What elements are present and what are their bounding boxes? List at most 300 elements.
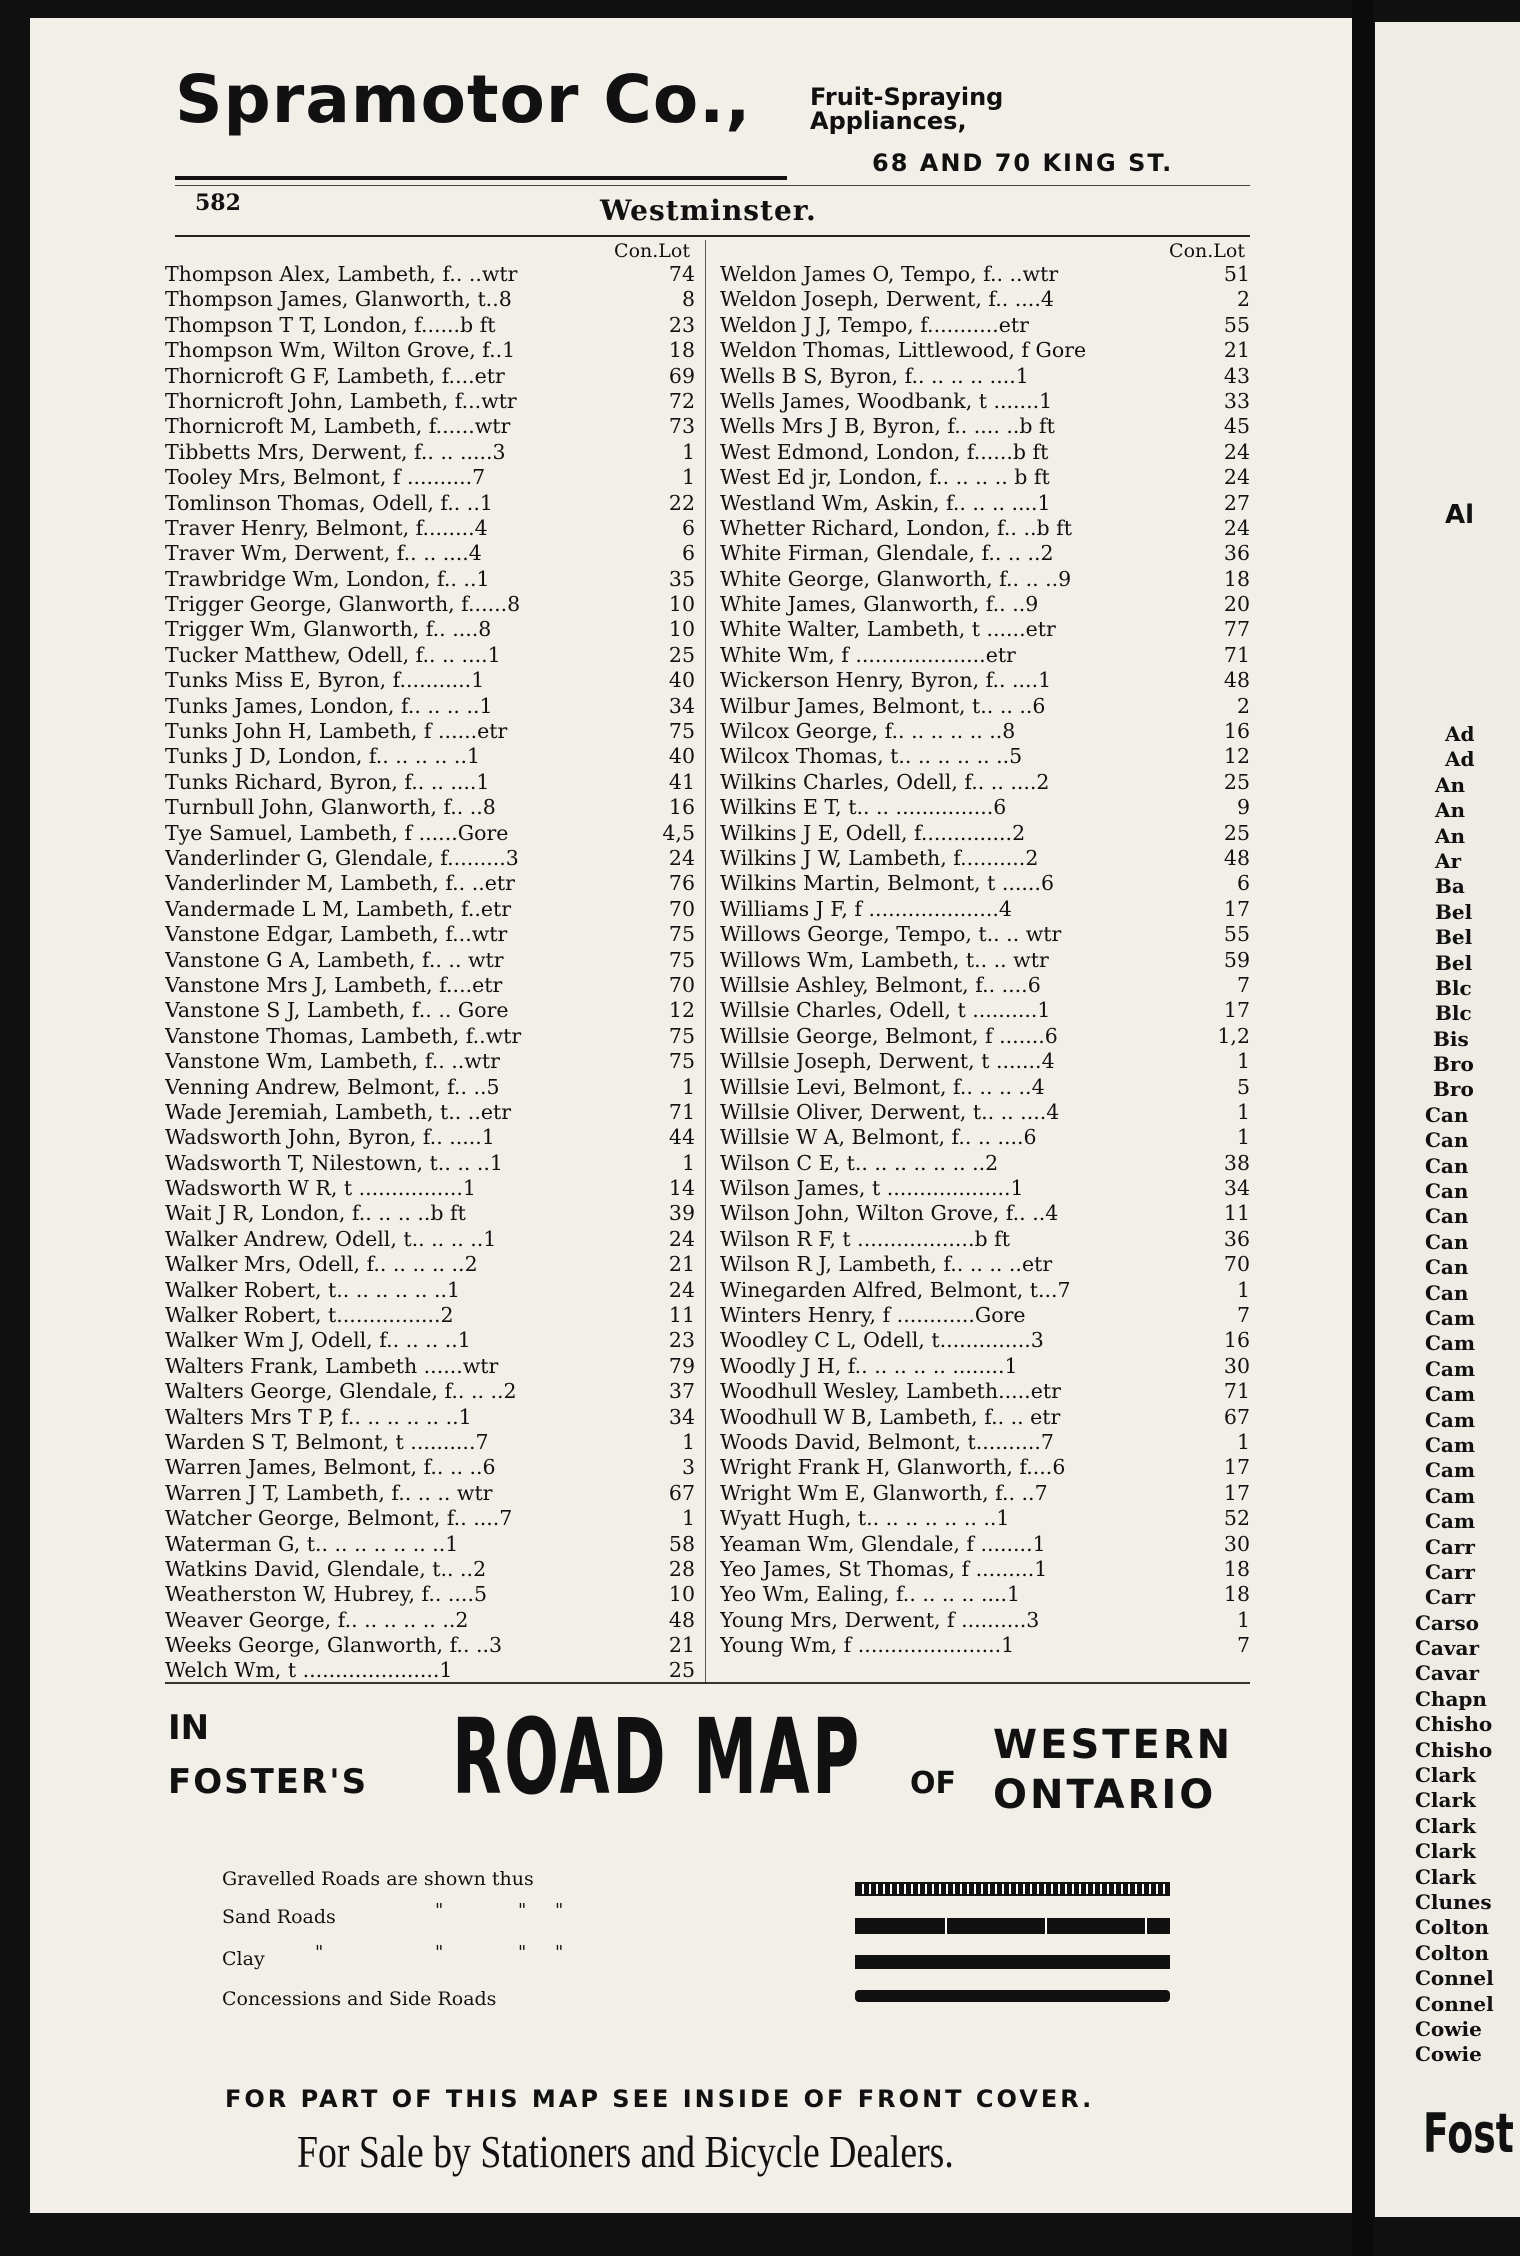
advert-road-map: ROAD MAP <box>452 1696 862 1818</box>
adjacent-name-fragment: Cam <box>1425 1305 1476 1330</box>
tagline-line2: Appliances, <box>810 107 967 135</box>
entry-lot: 21 <box>668 1252 695 1277</box>
ditto-mark: " <box>518 1900 527 1921</box>
directory-entry <box>165 389 695 414</box>
directory-entry <box>165 338 695 363</box>
entry-name: Wilcox Thomas, t.. .. .. .. .. ..5 <box>720 744 1023 769</box>
entry-name: Vandermade L M, Lambeth, f..etr <box>165 896 512 921</box>
entry-lot: 4,5 <box>662 820 695 845</box>
directory-entry <box>720 1125 1250 1150</box>
entry-lot: 1 <box>681 1429 695 1454</box>
entry-lot: 7 <box>1236 1633 1250 1658</box>
entry-lot: 51 <box>1223 262 1250 286</box>
entry-lot: 1 <box>1236 1125 1250 1150</box>
directory-entry <box>165 1176 695 1201</box>
directory-entry <box>165 1532 695 1557</box>
entry-lot: 24 <box>1223 439 1250 464</box>
directory-entry <box>720 440 1250 465</box>
adjacent-name-fragment: Carso <box>1415 1610 1480 1635</box>
directory-entry <box>165 1303 695 1328</box>
directory-entry <box>720 541 1250 566</box>
entry-name: Whetter Richard, London, f.. ..b ft <box>720 515 1072 540</box>
entry-lot: 28 <box>668 1556 695 1581</box>
adjacent-name-fragment: Ad <box>1445 747 1475 772</box>
directory-entry <box>165 846 695 871</box>
entry-name: Wilson R F, t ..................b ft <box>720 1226 1010 1251</box>
directory-entry <box>165 1328 695 1353</box>
entry-name: Thompson Alex, Lambeth, f.. ..wtr <box>165 262 518 286</box>
entry-lot: 22 <box>668 490 695 515</box>
entry-lot: 27 <box>1223 490 1250 515</box>
entry-name: Thornicroft M, Lambeth, f......wtr <box>165 414 511 439</box>
ditto-mark: " <box>435 1900 444 1921</box>
entry-lot: 1 <box>1236 1429 1250 1454</box>
directory-entry <box>720 364 1250 389</box>
entry-lot: 16 <box>1223 1328 1250 1353</box>
directory-entry <box>720 1176 1250 1201</box>
adjacent-name-fragment: Clunes <box>1415 1889 1492 1914</box>
entry-name: Wells James, Woodbank, t .......1 <box>720 388 1053 413</box>
entry-name: Willsie W A, Belmont, f.. .. ....6 <box>720 1125 1037 1150</box>
brand-tagline <box>810 85 1003 133</box>
directory-entry <box>720 389 1250 414</box>
entry-name: Wade Jeremiah, Lambeth, t.. ..etr <box>165 1099 512 1124</box>
entry-name: Wilbur James, Belmont, t.. .. ..6 <box>720 693 1046 718</box>
entry-lot: 7 <box>1236 972 1250 997</box>
entry-name: Vanderlinder G, Glendale, f.........3 <box>165 845 519 870</box>
entry-lot: 75 <box>668 1023 695 1048</box>
directory-entry <box>165 1633 695 1658</box>
entry-lot: 67 <box>1223 1404 1250 1429</box>
adjacent-name-fragment: Clark <box>1415 1839 1476 1864</box>
entry-lot: 12 <box>668 998 695 1023</box>
entry-name: Trigger George, Glanworth, f......8 <box>165 592 521 617</box>
entry-lot: 39 <box>668 1201 695 1226</box>
entry-name: Walker Wm J, Odell, f.. .. .. ..1 <box>165 1328 471 1353</box>
adjacent-name-fragment: Chisho <box>1415 1737 1493 1762</box>
entry-lot: 18 <box>1223 1582 1250 1607</box>
directory-entry <box>165 617 695 642</box>
directory-entry <box>720 694 1250 719</box>
adjacent-name-fragment: Can <box>1425 1204 1469 1229</box>
entry-name: Tooley Mrs, Belmont, f ..........7 <box>165 465 486 490</box>
adjacent-name-fragment: Can <box>1425 1229 1469 1254</box>
adjacent-name-fragment: Cam <box>1425 1432 1476 1457</box>
entry-name: Williams J F, f ....................4 <box>720 896 1012 921</box>
directory-entry <box>720 1049 1250 1074</box>
adjacent-name-fragment: Can <box>1425 1179 1469 1204</box>
entry-name: Warden S T, Belmont, t ..........7 <box>165 1429 489 1454</box>
entry-name: Walker Robert, t................2 <box>165 1303 454 1328</box>
adjacent-name-fragment: Cam <box>1425 1458 1476 1483</box>
adjacent-name-fragment: Chisho <box>1415 1712 1493 1737</box>
adjacent-name-fragment: Blc <box>1435 1001 1472 1026</box>
road-map-advert <box>160 1696 1260 2180</box>
directory-entry <box>165 998 695 1023</box>
entry-lot: 38 <box>1223 1150 1250 1175</box>
entry-lot: 1 <box>681 465 695 490</box>
directory-entry <box>165 1354 695 1379</box>
ditto-mark: " <box>555 1900 564 1921</box>
entry-name: Willsie Oliver, Derwent, t.. .. ....4 <box>720 1099 1060 1124</box>
directory-entry <box>720 617 1250 642</box>
entry-name: Weatherston W, Hubrey, f.. ....5 <box>165 1582 488 1607</box>
directory-entry <box>720 1506 1250 1531</box>
adjacent-footer-fragment: Fost <box>1423 2102 1514 2165</box>
brand-name: Spramotor Co., <box>175 61 752 138</box>
directory-entry <box>720 1024 1250 1049</box>
directory-entry <box>165 1227 695 1252</box>
entry-lot: 79 <box>668 1353 695 1378</box>
directory-entry <box>720 897 1250 922</box>
legend-concessions-label: Concessions and Side Roads <box>222 1988 497 2010</box>
entry-lot: 37 <box>668 1379 695 1404</box>
entry-lot: 25 <box>668 1658 695 1683</box>
ditto-mark: " <box>315 1942 324 1963</box>
entry-lot: 55 <box>1223 312 1250 337</box>
entry-lot: 17 <box>1223 1480 1250 1505</box>
entry-name: Venning Andrew, Belmont, f.. ..5 <box>165 1074 500 1099</box>
entry-lot: 1 <box>1236 1607 1250 1632</box>
entry-lot: 23 <box>668 312 695 337</box>
adjacent-name-fragment: Ar <box>1435 848 1462 873</box>
entry-lot: 24 <box>1223 515 1250 540</box>
directory-entry <box>720 491 1250 516</box>
entry-name: Wilkins Martin, Belmont, t ......6 <box>720 871 1054 896</box>
directory-entry <box>720 1582 1250 1607</box>
entry-name: Wait J R, London, f.. .. .. ..b ft <box>165 1201 466 1226</box>
entry-lot: 36 <box>1223 1226 1250 1251</box>
entry-name: Tomlinson Thomas, Odell, f.. ..1 <box>165 490 493 515</box>
entry-lot: 24 <box>668 1226 695 1251</box>
directory-entry <box>720 846 1250 871</box>
entry-lot: 71 <box>1223 1379 1250 1404</box>
entry-name: Wells B S, Byron, f.. .. .. .. ....1 <box>720 363 1029 388</box>
directory-entry <box>165 973 695 998</box>
entry-name: Wadsworth John, Byron, f.. .....1 <box>165 1125 495 1150</box>
entry-lot: 43 <box>1223 363 1250 388</box>
directory-entry <box>165 541 695 566</box>
adjacent-name-fragment: Cam <box>1425 1331 1476 1356</box>
entry-lot: 76 <box>668 871 695 896</box>
directory-entry <box>165 897 695 922</box>
directory-entry <box>720 465 1250 490</box>
entry-name: Tucker Matthew, Odell, f.. .. ....1 <box>165 642 501 667</box>
entry-name: Willsie Ashley, Belmont, f.. ....6 <box>720 972 1041 997</box>
directory-entry <box>720 567 1250 592</box>
entry-lot: 75 <box>668 1049 695 1074</box>
entry-name: Vanstone S J, Lambeth, f.. .. Gore <box>165 998 509 1023</box>
entry-name: Thompson James, Glanworth, t..8 <box>165 287 512 312</box>
directory-entry <box>720 592 1250 617</box>
entry-name: Warren James, Belmont, f.. .. ..6 <box>165 1455 496 1480</box>
entry-lot: 30 <box>1223 1353 1250 1378</box>
entry-name: Tunks Miss E, Byron, f...........1 <box>165 668 485 693</box>
directory-entry <box>720 744 1250 769</box>
entry-lot: 1 <box>1236 1049 1250 1074</box>
directory-entry <box>720 948 1250 973</box>
directory-entry <box>165 1024 695 1049</box>
entry-name: Young Mrs, Derwent, f ..........3 <box>720 1607 1040 1632</box>
entry-lot: 23 <box>668 1328 695 1353</box>
directory-entry <box>165 1608 695 1633</box>
entry-name: Watcher George, Belmont, f.. ....7 <box>165 1506 513 1531</box>
entry-lot: 10 <box>668 592 695 617</box>
entry-name: Yeo Wm, Ealing, f.. .. .. .. ....1 <box>720 1582 1021 1607</box>
adjacent-name-fragment: Blc <box>1435 975 1472 1000</box>
entry-name: Willows George, Tempo, t.. .. wtr <box>720 922 1062 947</box>
adjacent-name-fragment: Bel <box>1435 950 1473 975</box>
directory-entry <box>165 567 695 592</box>
adjacent-name-fragment: Chapn <box>1415 1686 1487 1711</box>
entry-lot: 67 <box>668 1480 695 1505</box>
entry-name: Vanstone Edgar, Lambeth, f...wtr <box>165 922 508 947</box>
entry-lot: 7 <box>1236 1303 1250 1328</box>
entry-lot: 74 <box>668 262 695 286</box>
entry-name: Vanstone Mrs J, Lambeth, f....etr <box>165 972 503 997</box>
entry-lot: 69 <box>668 363 695 388</box>
directory-entry <box>720 1608 1250 1633</box>
directory-entry <box>165 1658 695 1683</box>
directory-entry <box>720 1405 1250 1430</box>
directory-column-right <box>720 240 1250 1658</box>
adjacent-name-fragment: Can <box>1425 1280 1469 1305</box>
entry-lot: 70 <box>1223 1252 1250 1277</box>
entry-name: Wilkins J W, Lambeth, f..........2 <box>720 845 1039 870</box>
adjacent-name-fragment: Colton <box>1415 1915 1489 1940</box>
directory-entry <box>165 1405 695 1430</box>
adjacent-name-fragment: Cam <box>1425 1382 1476 1407</box>
adjacent-name-fragment: An <box>1435 823 1466 848</box>
adjacent-name-fragment: Ba <box>1435 874 1465 899</box>
adjacent-name-fragment: Clark <box>1415 1864 1476 1889</box>
directory-entry <box>720 871 1250 896</box>
entry-lot: 40 <box>668 668 695 693</box>
entry-name: Warren J T, Lambeth, f.. .. .. wtr <box>165 1480 493 1505</box>
directory-entry <box>165 1100 695 1125</box>
entry-name: Westland Wm, Askin, f.. .. .. ....1 <box>720 490 1051 515</box>
directory-entry <box>720 719 1250 744</box>
entry-name: Weaver George, f.. .. .. .. .. ..2 <box>165 1607 469 1632</box>
entry-name: Willows Wm, Lambeth, t.. .. wtr <box>720 947 1049 972</box>
directory-entry <box>720 1075 1250 1100</box>
entry-list <box>720 262 1250 1658</box>
adjacent-name-fragment: Cowie <box>1415 2042 1482 2067</box>
directory-entry <box>720 1354 1250 1379</box>
directory-entry <box>165 262 695 287</box>
entry-lot: 21 <box>668 1633 695 1658</box>
entry-lot: 10 <box>668 617 695 642</box>
entry-name: Woodhull Wesley, Lambeth.....etr <box>720 1379 1061 1404</box>
directory-entry <box>720 1633 1250 1658</box>
entry-name: Wilson James, t ...................1 <box>720 1176 1024 1201</box>
entry-name: Yeo James, St Thomas, f .........1 <box>720 1556 1048 1581</box>
adjacent-name-fragment: Clark <box>1415 1763 1476 1788</box>
entry-name: Yeaman Wm, Glendale, f ........1 <box>720 1531 1046 1556</box>
entry-list <box>165 262 695 1684</box>
directory-entry <box>165 1252 695 1277</box>
entry-lot: 45 <box>1223 414 1250 439</box>
entry-lot: 1 <box>681 1150 695 1175</box>
directory-entry <box>720 516 1250 541</box>
entry-lot: 48 <box>1223 668 1250 693</box>
directory-entry <box>165 795 695 820</box>
directory-entry <box>720 998 1250 1023</box>
entry-name: Willsie Joseph, Derwent, t .......4 <box>720 1049 1055 1074</box>
entry-lot: 16 <box>668 795 695 820</box>
entry-name: Walker Andrew, Odell, t.. .. .. ..1 <box>165 1226 497 1251</box>
directory-entry <box>720 1430 1250 1455</box>
entry-lot: 72 <box>668 388 695 413</box>
entry-name: Thompson Wm, Wilton Grove, f..1 <box>165 338 516 363</box>
entry-name: Vanstone G A, Lambeth, f.. .. wtr <box>165 947 504 972</box>
entry-lot: 35 <box>668 566 695 591</box>
directory-entry <box>165 1506 695 1531</box>
directory-entry <box>720 1201 1250 1226</box>
directory-entry <box>720 973 1250 998</box>
entry-lot: 10 <box>668 1582 695 1607</box>
entry-name: Woodly J H, f.. .. .. .. .. ........1 <box>720 1353 1018 1378</box>
entry-name: Tunks J D, London, f.. .. .. .. ..1 <box>165 744 480 769</box>
entry-name: Wyatt Hugh, t.. .. .. .. .. .. ..1 <box>720 1506 1010 1531</box>
directory-entry <box>720 1100 1250 1125</box>
entry-lot: 18 <box>1223 566 1250 591</box>
entry-name: Wilson R J, Lambeth, f.. .. .. ..etr <box>720 1252 1053 1277</box>
adjacent-name-fragment: Clark <box>1415 1788 1476 1813</box>
entry-name: Walters Frank, Lambeth ......wtr <box>165 1353 499 1378</box>
legend-sand-label: Sand Roads <box>222 1906 336 1928</box>
directory-entry <box>165 1125 695 1150</box>
column-header: Con.Lot <box>614 240 690 262</box>
directory-entry <box>165 1481 695 1506</box>
entry-name: Walker Mrs, Odell, f.. .. .. .. ..2 <box>165 1252 478 1277</box>
entry-name: Wickerson Henry, Byron, f.. ....1 <box>720 668 1052 693</box>
page-header-advert <box>170 55 1250 195</box>
directory-entry <box>165 1278 695 1303</box>
entry-name: Young Wm, f ......................1 <box>720 1633 1015 1658</box>
directory-entry <box>165 465 695 490</box>
adjacent-name-fragment: An <box>1435 798 1466 823</box>
entry-lot: 2 <box>1236 693 1250 718</box>
entry-name: Wilson C E, t.. .. .. .. .. .. ..2 <box>720 1150 999 1175</box>
entry-name: Thornicroft John, Lambeth, f...wtr <box>165 388 517 413</box>
adjacent-name-fragment: Can <box>1425 1102 1469 1127</box>
entry-lot: 24 <box>1223 465 1250 490</box>
adjacent-name-fragment: Colton <box>1415 1940 1489 1965</box>
directory-entry <box>165 287 695 312</box>
entry-lot: 71 <box>668 1099 695 1124</box>
advert-ontario: ONTARIO <box>993 1772 1217 1818</box>
entry-lot: 17 <box>1223 998 1250 1023</box>
advert-fosters: FOSTER'S <box>168 1762 369 1802</box>
directory-entry <box>165 1379 695 1404</box>
entry-lot: 75 <box>668 719 695 744</box>
adjacent-name-fragment: Cam <box>1425 1509 1476 1534</box>
header-rule-thin <box>175 185 1250 186</box>
entry-name: Willsie Charles, Odell, t ..........1 <box>720 998 1051 1023</box>
page-title: Westminster. <box>600 194 817 227</box>
directory-column-left <box>165 240 695 1684</box>
ditto-mark: " <box>518 1942 527 1963</box>
directory-entry <box>165 643 695 668</box>
directory-entry <box>720 1557 1250 1582</box>
entry-lot: 36 <box>1223 541 1250 566</box>
directory-entry <box>165 719 695 744</box>
directory-entry <box>720 1481 1250 1506</box>
entry-lot: 70 <box>668 972 695 997</box>
directory-entry <box>720 1455 1250 1480</box>
adjacent-name-fragment: Carr <box>1425 1559 1475 1584</box>
entry-lot: 25 <box>1223 769 1250 794</box>
entry-name: Wilcox George, f.. .. .. .. .. ..8 <box>720 719 1016 744</box>
entry-name: Tibbetts Mrs, Derwent, f.. .. .....3 <box>165 439 506 464</box>
entry-lot: 17 <box>1223 896 1250 921</box>
clay-road-swatch <box>855 1955 1170 1969</box>
entry-lot: 9 <box>1236 795 1250 820</box>
directory-entry <box>720 922 1250 947</box>
adjacent-name-fragment: Connel <box>1415 1991 1494 2016</box>
entry-name: Willsie Levi, Belmont, f.. .. .. ..4 <box>720 1074 1045 1099</box>
directory-entry <box>165 1582 695 1607</box>
directory-entry <box>165 414 695 439</box>
directory-entry <box>720 1328 1250 1353</box>
directory-entry <box>165 744 695 769</box>
directory-entry <box>720 1252 1250 1277</box>
directory-entry <box>165 821 695 846</box>
directory-entry <box>720 1227 1250 1252</box>
entry-lot: 30 <box>1223 1531 1250 1556</box>
entry-name: West Edmond, London, f......b ft <box>720 439 1049 464</box>
entry-lot: 16 <box>1223 719 1250 744</box>
title-rule <box>175 235 1250 237</box>
column-divider <box>705 240 706 1682</box>
entry-lot: 5 <box>1236 1074 1250 1099</box>
entry-name: Vanstone Thomas, Lambeth, f..wtr <box>165 1023 522 1048</box>
entry-lot: 24 <box>668 845 695 870</box>
entry-lot: 8 <box>681 287 695 312</box>
entry-lot: 1,2 <box>1217 1023 1250 1048</box>
entry-lot: 18 <box>668 338 695 363</box>
directory-entry <box>165 440 695 465</box>
adjacent-name-fragment: Cam <box>1425 1407 1476 1432</box>
adjacent-name-fragment: Bro <box>1433 1052 1474 1077</box>
adjacent-name-fragment: Can <box>1425 1255 1469 1280</box>
directory-entry <box>165 1557 695 1582</box>
entry-name: West Ed jr, London, f.. .. .. .. b ft <box>720 465 1050 490</box>
adjacent-heading-fragment: Al <box>1445 500 1475 530</box>
entry-name: Woodley C L, Odell, t..............3 <box>720 1328 1044 1353</box>
adjacent-name-fragment: Carr <box>1425 1534 1475 1559</box>
directory-entry <box>165 694 695 719</box>
directory-entry <box>165 364 695 389</box>
entry-lot: 20 <box>1223 592 1250 617</box>
entry-name: Wilkins E T, t.. .. ...............6 <box>720 795 1007 820</box>
ditto-mark: " <box>435 1942 444 1963</box>
advert-in: IN <box>168 1708 210 1748</box>
entry-name: Wells Mrs J B, Byron, f.. .... ..b ft <box>720 414 1055 439</box>
ditto-mark: " <box>555 1942 564 1963</box>
adjacent-name-fragment: Ad <box>1445 722 1475 746</box>
adjacent-name-fragment: Bis <box>1433 1026 1469 1051</box>
entry-lot: 11 <box>668 1303 695 1328</box>
entry-name: Woods David, Belmont, t..........7 <box>720 1429 1054 1454</box>
directory-entry <box>165 516 695 541</box>
entry-lot: 70 <box>668 896 695 921</box>
entry-name: White Wm, f ....................etr <box>720 642 1016 667</box>
entry-name: Walters George, Glendale, f.. .. ..2 <box>165 1379 517 1404</box>
entry-name: Weldon Thomas, Littlewood, f Gore <box>720 338 1087 363</box>
entry-lot: 6 <box>681 541 695 566</box>
